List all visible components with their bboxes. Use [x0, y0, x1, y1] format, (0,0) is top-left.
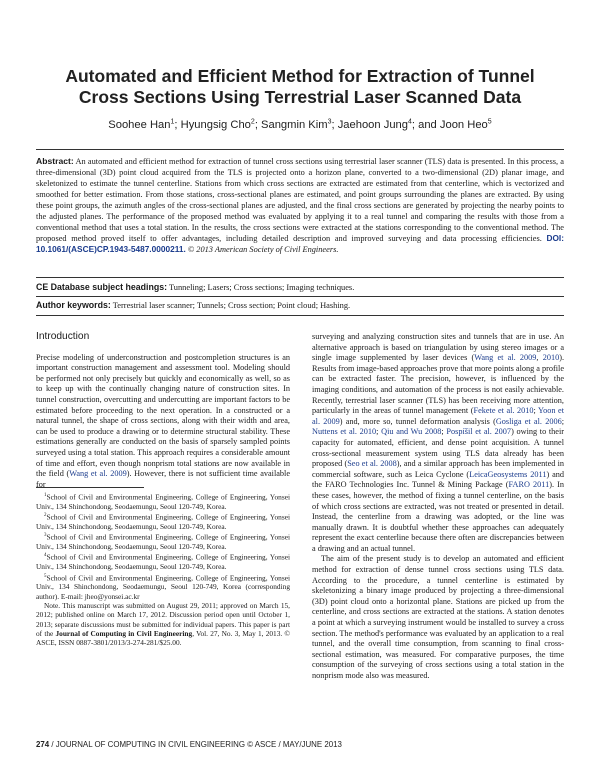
citation-link[interactable]: Fekete et al. 2010	[473, 406, 534, 416]
affiliation-footnote: $^5$School of Civil and Environmental Engineering, College of Engineering, Yonsei Univ., 134 Shinchondong, Seodaemungu, Seoul 120-749, Korea (corresponding author). E-mail: jheo@yonsei.ac.kr	[36, 572, 290, 601]
divider	[36, 149, 564, 150]
affiliation-footnote: $^3$School of Civil and Environmental Engineering, College of Engineering, Yonsei Univ., 134 Shinchondong, Seodaemungu, Seoul 120-749, Korea.	[36, 532, 290, 552]
right-column	[312, 332, 564, 682]
copyright: © 2013 American Society of Civil Engineers.	[187, 245, 339, 255]
abstract-label: Abstract:	[36, 156, 74, 166]
citation-link[interactable]: Gosliga et al. 2006	[495, 416, 562, 426]
footnote-divider	[36, 487, 144, 488]
doi-link[interactable]: 10.1061/(ASCE)CP.1943-5487.0000211.	[36, 244, 186, 255]
citation-link[interactable]: Yoon et al. 2009	[312, 406, 564, 426]
paper-title	[40, 66, 560, 108]
title-line-1: Automated and Efficient Method for Extraction of Tunnel	[65, 66, 535, 86]
citation-link[interactable]: LeicaGeosystems 2011	[469, 469, 547, 479]
submission-note: Note. This manuscript was submitted on August 29, 2011; approved on March 15, 2012; published online on March 17, 2012. Discussion period open until October 1, 2013; separate discussions must be submitted for individual papers. This paper is part of the Journal of Computing in Civil Engineering, Vol. 27, No. 3, May 1, 2013. © ASCE, ISSN 0887-3801/2013/3-274-281/$25.00.	[36, 600, 291, 648]
abstract-text: An automated and efficient method for extraction of tunnel cross sections using terrestrial laser scanner (TLS) data is presented. In this process, a three-dimensional (3D) point cloud acquired from the TLS is projected onto a horizon plane, converted to a two-dimensional (2D) planar image, and skeletonized to estimate the tunnel centerline. Stations from which cross sections are extracted are estimated from that centerline, which is vectorized and smoothed for better estimation. From those stations, cross-sectional planes are estimated, and point groups surrounding the planes are extracted. By using these point groups, the azimuth angles of the cross-sectional planes are adjusted, and the final cross sections are generated by projecting the nearby points to the adjusted planes. The performance of the proposed method was evaluated by applying it to a real tunnel and comparing the results with those from a conventional method that uses a total station. In the results, the cross sections were extracted at the stations corresponding to the conventional method. The proposed method proved itself to offer advantages, including detailed description and improved surveying and data processing efficiencies.	[36, 157, 564, 244]
body-paragraph: The aim of the present study is to develop an automated and efficient method for extraction of dense tunnel cross sections using TLS data. According to the procedure, a tunnel centerline is estimated by skeletonizing a binary image produced by projecting a three-dimensional (3D) point cloud onto a horizontal plane. Stations are picked up from the centerline, and cross sections are extracted at the stations. A station denotes a point at which a surveying instrument would be installed to survey a cross section. The method's performance was evaluated by an application to a real tunnel, and the overall time consumption, from scanning to final cross-sectional estimation, was measured. For comparative purposes, the time consumption of the surveying of cross sections using a total station in the nonprism mode also was measured.	[312, 554, 564, 680]
keywords-text: Terrestrial laser scanner; Tunnels; Cross section; Point cloud; Hashing.	[112, 301, 351, 310]
divider	[36, 315, 564, 316]
affiliation-footnote: $^2$School of Civil and Environmental Engineering, College of Engineering, Yonsei Univ., 134 Shinchondong, Seodaemungu, Seoul 120-749, Korea.	[36, 512, 290, 531]
divider	[36, 277, 564, 278]
subject-headings	[36, 282, 564, 293]
body-paragraph: Precise modeling of underconstruction and postcompletion structures is an important construction management and assessment tool. Modeling should be performed not only precisely but quickly and economically as well, so as to keep up with the continually changing nature of construction sites. In tunnel construction, overcutting and undercutting are important factors to be estimated before proceeding to the next operation. In a constructed or a natural tunnel, the shape of cross sections, along with their width and area, can be used to produce a drawing or to determine structural stability. These estimations generally are conducted on the basis of sparsely sampled points surveyed using a total station. This approach requires a considerable amount of time and effort, even though nonprism total stations are now available in the field (Wang et al. 2009). However, there is not sufficient time available for	[36, 352, 290, 489]
author-list	[40, 118, 560, 131]
citation-link[interactable]: Wang et al. 2009	[474, 353, 537, 363]
citation-link[interactable]: Seo et al. 2008	[347, 459, 397, 469]
citation-link[interactable]: Qiu and Wu 2008	[381, 427, 442, 437]
author: Joon Heo$^5$	[439, 118, 492, 131]
citation-link[interactable]: Wang et al. 2009	[69, 469, 127, 479]
affiliation-footnote: $^1$School of Civil and Environmental Engineering, College of Engineering, Yonsei Univ., 134 Shinchondong, Seodaemungu, Seoul 120-749, Korea.	[36, 492, 290, 511]
subject-label: CE Database subject headings:	[36, 282, 168, 292]
author-keywords	[36, 300, 564, 311]
title-line-2: Cross Sections Using Terrestrial Laser Scanned Data	[78, 87, 522, 107]
affiliation-footnote: $^4$School of Civil and Environmental Engineering, College of Engineering, Yonsei Univ., 134 Shinchondong, Seodaemungu, Seoul 120-749, Korea.	[36, 552, 290, 572]
section-heading-introduction: Introduction	[36, 331, 90, 342]
divider	[36, 296, 564, 297]
footnotes	[36, 491, 290, 648]
page-footer	[36, 740, 564, 749]
journal-name: Journal of Computing in Civil Engineering	[55, 629, 193, 638]
citation-link[interactable]: 2010	[542, 353, 560, 363]
journal-running-footer: / JOURNAL OF COMPUTING IN CIVIL ENGINEERING © ASCE / MAY/JUNE 2013	[49, 740, 342, 749]
subject-text: Tunneling; Lasers; Cross sections; Imaging techniques.	[168, 283, 355, 292]
author: Hyungsig Cho$^2$;	[180, 118, 262, 131]
author: Soohee Han$^1$;	[108, 118, 181, 131]
left-column	[36, 332, 290, 490]
doi-label: DOI:	[546, 233, 564, 244]
citation-link[interactable]: Pospíšil et al. 2007	[446, 427, 512, 437]
author: Sangmin Kim$^3$;	[261, 118, 338, 131]
abstract	[36, 156, 564, 255]
citation-link[interactable]: Nuttens et al. 2010	[312, 427, 377, 437]
body-paragraph: surveying and analyzing construction sites and tunnels that are in use. An alternative approach is based on triangulation by using stereo images or a single image supplemented by laser devices (Wang et al. 2009, 2010). Results from image-based approaches prove that more points along a profile can be extracted faster. The precision, however, is influenced by the imaging conditions, and automation of the process is not easily achievable. Recently, terrestrial laser scanner (TLS) has been receiving more attention, particularly in the areas of tunnel management (Fekete et al. 2010; Yoon et al. 2009) and, more so, tunnel deformation analysis (Gosliga et al. 2006; Nuttens et al. 2010; Qiu and Wu 2008; Pospíšil et al. 2007) owing to their capacity for automated, efficient, and dense point acquisition. A tunnel cross-sectional measurement system using TLS data already has been proposed (Seo et al. 2008), and a similar approach has been implemented in commercial software, such as Leica Cyclone (LeicaGeosystems 2011) and the FARO Technologies Inc. Tunnel & Mining Package (FARO 2011). In these cases, however, the method of fixing a tunnel centerline, on the basis of which cross sections are extracted, was not treated or presented in detail. Instead, the centerline from a drawing was adopted, or the line was manually drawn. It is doubtful whether these approaches can adequately represent the exact centerline because there often are discrepancies between a drawing and an actual tunnel.	[312, 332, 565, 553]
page-number: 274	[36, 740, 50, 749]
citation-link[interactable]: FARO 2011	[508, 480, 550, 490]
author: Jaehoon Jung$^4$; and	[337, 118, 440, 131]
keywords-label: Author keywords:	[36, 300, 111, 310]
